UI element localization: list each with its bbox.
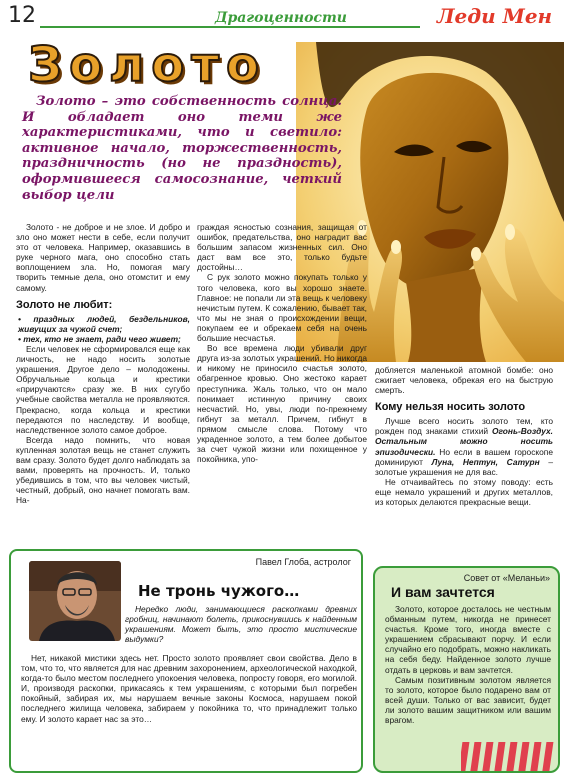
article-title: Золото [28, 37, 267, 93]
watermark-stripes-icon [461, 738, 560, 773]
emphasis: Огонь-Воздух. Остальным можно носить эпизодически. [375, 426, 553, 457]
text: Лучше всего носить золото тем, кто рожден под знаками стихий [375, 416, 553, 437]
header-rule [40, 26, 420, 28]
paragraph: Всегда надо помнить, что новая купленная золотая вещь не станет служить вам сразу. Золото будет долго наблюдать за вами, проверять на прочность. И, только убедившись в том, что вы человек чистый, честный, добрый, оно начнет помогать вам. На- [16, 434, 190, 506]
paragraph: добляется маленькой атомной бомбе: оно сжигает человека, обрекая его на быструю смерть. [375, 365, 553, 396]
astrologer-body: Нет, никакой мистики здесь нет. Просто золото проявляет свои свойства. Дело в том, что то, что является для нас древним захоронением, археологической находкой, когда-то было местом последнего упокоения человека, попросту говоря, его могилой. И, производя раскопки, прикасаясь к тем украшениям, с которыми был погребен покойный, забирая их, мы нарушаем вечные законы Космоса, нарушаем покой последнего жилища человека, забираем у покойника то, что принадлежит только ему. И золото карает нас за это… [21, 653, 357, 724]
paragraph: Самым позитивным золотом является то золото, которое было подарено вам от всей души. Только от вас зависит, будет ли золото вашим защитником или вашим врагом. [385, 674, 551, 726]
emphasis: Луна, Нептун, Сатурн [431, 456, 540, 467]
paragraph: Не отчаивайтесь по этому поводу: есть еще немало украшений и других металлов, из которых делаются прекрасные вещи. [375, 476, 553, 508]
article-column-2 [197, 222, 367, 464]
text: Но если в вашем гороскопе доминируют [375, 446, 553, 467]
subheading-gold-dislikes: Золото не любит: [16, 298, 113, 311]
astrologer-intro: Нередко люди, занимающиеся раскопками древних гробниц, начинают болеть, прикоснувшись к найденным украшениям. Может быть, это просто мистические выдумки? [125, 604, 357, 645]
list-item: • тех, кто не знает, ради чего живет; [18, 333, 181, 344]
astrologer-box [9, 549, 363, 773]
article-column-3 [375, 365, 553, 507]
astrologer-photo [29, 561, 121, 641]
paragraph: Если человек не сформировался еще как личность, не надо носить золотые украшения. Другое дело – молодожены. Обручальные кольца и крестики «приручаются» сразу же. В них сугубо учебные свойства металла не проявляются. Прекрасно, когда кольца и крестики передаются по наследству. И вообще, наследственное золото самое доброе. [16, 343, 190, 435]
subheading-who-should-not-wear: Кому нельзя носить золото [375, 401, 526, 414]
article-lead: Золото – это собственность солнца. И обладает оно теми же характеристиками, что и светило: активное начало, торжественность, праздничность (но не праздность), оформившееся самосознание, четкий выбор цели [22, 94, 342, 203]
text: – золотые украшения не для вас. [375, 456, 553, 477]
paragraph: С рук золото можно покупать только у того человека, кого вы хорошо знаете. Главное: не попали ли эта вещь к человеку нечистым путем. К сожалению, бывает так, что мы не зная о происхождении вещи, покупаем ее и обрекаем себя на очень большие несчастья. [197, 272, 367, 344]
tip-label: Совет от «Меланьи» [463, 573, 550, 583]
paragraph-zodiac [375, 416, 553, 477]
tip-box [373, 566, 560, 773]
tip-heading: И вам зачтется [391, 584, 495, 600]
paragraph: Золото - не доброе и не злое. И добро и зло оно может нести в себе, если получит это от человека. Например, оказавшись в руке черного мага, оно способно стать воплощением зла. Но, помогая магу творить темные дела, оно отомстит и ему самому. [16, 222, 190, 293]
paragraph: Во все времена люди убивали друг друга из-за золотых украшений. Но никогда и никому не приносило счастья золото, обагренное кровью. Оно жестоко карает преступника. Жаль только, что он мало понимает истинную причину своих несчастий. Но, увы, люди по-прежнему гибнут за металл. Причем, гибнут в прямом смысле слова. Потому что украденное золото, а тем более добытое за счет чужой жизни или похищенное у покойника, упо- [197, 343, 367, 465]
astrologer-author: Павел Глоба, астролог [255, 557, 351, 567]
article-column-1 [16, 222, 190, 505]
page-number: 12 [8, 3, 36, 28]
tip-body [385, 604, 551, 725]
paragraph: Золото, которое досталось не честным обманным путем, никогда не принесет счастья. Кроме того, иногда вместе с украшением сбрасывают порчу. И если случайно его подобрать, можно накликать на себя беду. Найденное золото лучше отдать в церковь и вам зачтется. [385, 604, 551, 675]
page-header [0, 0, 564, 34]
magazine-brand: Леди Мен [436, 4, 553, 28]
list-item: • праздных людей, бездельников, живущих за чужой счет; [18, 313, 190, 334]
astrologer-portrait-icon [29, 561, 121, 641]
astrologer-heading: Не тронь чужого… [138, 582, 300, 600]
section-title: Драгоценности [215, 10, 347, 26]
paragraph: граждая ясностью сознания, защищая от ошибок, предательства, оно наградит вас большим запасом жизненных сил. Оно даст вам все это, только будьте достойны… [197, 222, 367, 273]
